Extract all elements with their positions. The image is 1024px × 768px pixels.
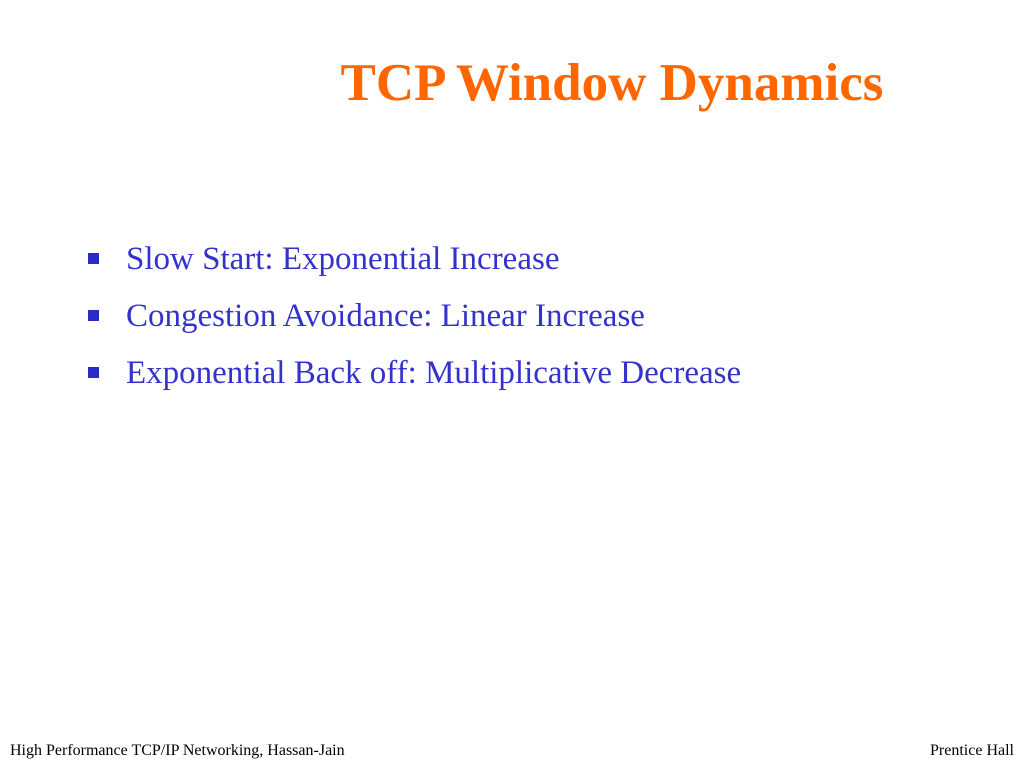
square-bullet-icon	[88, 367, 99, 378]
slide-title: TCP Window Dynamics	[340, 54, 884, 112]
list-item	[88, 287, 741, 344]
bullet-text-exponential-backoff: Exponential Back off: Multiplicative Decrease	[126, 354, 742, 391]
square-bullet-icon	[88, 253, 99, 264]
list-item	[88, 230, 741, 287]
bullet-text-congestion-avoidance: Congestion Avoidance: Linear Increase	[126, 297, 645, 334]
footer-course-title: High Performance TCP/IP Networking, Hassan-Jain	[10, 742, 345, 759]
bullet-text-slow-start: Slow Start: Exponential Increase	[126, 240, 560, 277]
list-item	[88, 344, 741, 401]
bullet-list	[88, 230, 741, 401]
square-bullet-icon	[88, 310, 99, 321]
footer-publisher: Prentice Hall	[930, 742, 1014, 759]
